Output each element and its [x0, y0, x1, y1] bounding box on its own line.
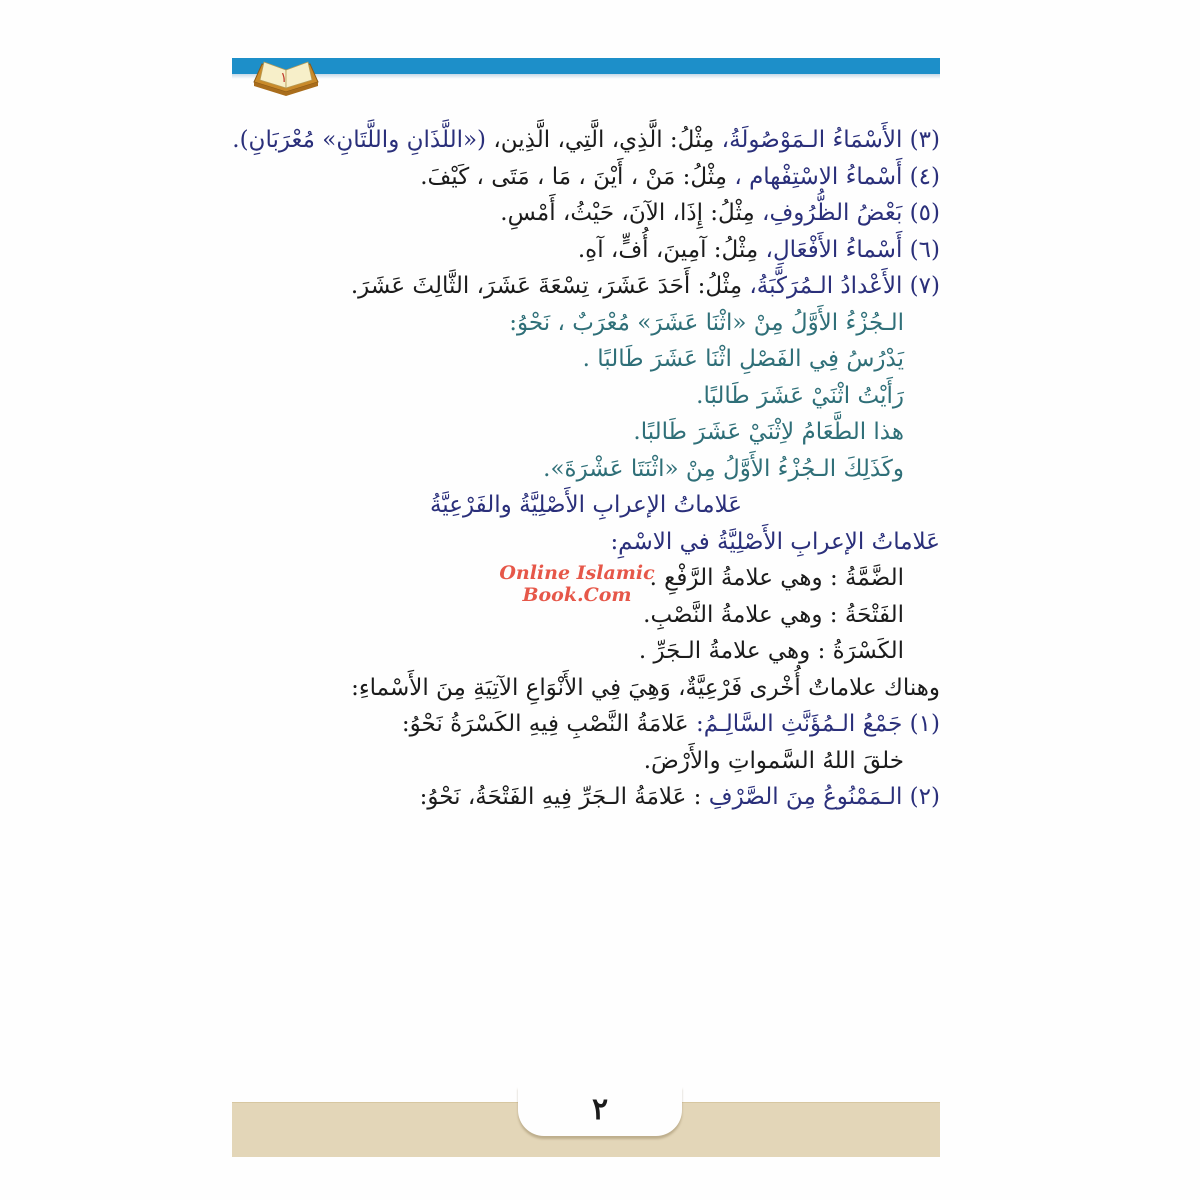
- sign-term: الضَّمَّةُ: [845, 565, 904, 591]
- item-number: (٦): [909, 236, 940, 263]
- item-term: بَعْضُ الظُّرُوفِ،: [762, 200, 903, 226]
- sign-desc: : وهي علامةُ النَّصْبِ.: [643, 601, 845, 628]
- branch-intro: وهناك علاماتٌ أُخْرى فَرْعِيَّةٌ، وَهِيَ فِي الأَنْوَاعِ الآتِيَةِ مِنَ الأَسْماءِ:: [351, 674, 940, 701]
- item-note: («اللَّذَانِ واللَّتَانِ» مُعْرَبَانِ).: [232, 127, 487, 153]
- item-text: مِثْلُ: الَّذِي، الَّتِي، الَّذِين،: [486, 127, 722, 153]
- book-badge-number: ١: [280, 70, 288, 86]
- item-text: مِثْلُ: إِذَا، الآنَ، حَيْثُ، أَمْسِ.: [500, 200, 763, 226]
- sign-desc: : وهي علامةُ الـجَرِّ .: [638, 638, 833, 664]
- item-term: جَمْعُ الـمُؤَنَّثِ السَّالِـمُ:: [695, 711, 903, 737]
- branch-item-sound-feminine-plural: [232, 706, 940, 743]
- example-line: هذا الطَّعَامُ لاِثْنَيْ عَشَرَ طَالبًا.: [633, 419, 904, 445]
- item-term: أَسْماءُ الأَفْعَالِ،: [765, 236, 903, 263]
- header-bar-shadow: [232, 74, 940, 79]
- sign-desc: : وهي علامةُ الرَّفْعِ .: [649, 565, 846, 591]
- example-line: يَدْرُسُ فِي الفَصْلِ اثْنَا عَشَرَ طَالبًا .: [582, 346, 904, 372]
- item-term: أَسْماءُ الاسْتِفْهام ،: [734, 163, 903, 190]
- item-term: الـمَمْنُوعُ مِنَ الصَّرْفِ: [708, 784, 903, 810]
- line-verbal-nouns: [232, 232, 940, 269]
- sign-kasra: [232, 633, 940, 670]
- watermark-line: Book.Com: [522, 584, 632, 606]
- item-term: الأَعْدادُ الـمُرَكَّبَةُ،: [749, 273, 903, 299]
- item-text: مِثْلُ: أَحَدَ عَشَرَ، تِسْعَةَ عَشَرَ، الثَّالِثَ عَشَرَ.: [350, 273, 750, 299]
- open-book-icon: [250, 52, 322, 104]
- example-line: رَأَيْتُ اثْنَيْ عَشَرَ طَالبًا.: [696, 382, 904, 409]
- branch-example: خلقَ اللهُ السَّمواتِ والأَرْضَ.: [643, 747, 904, 774]
- line-relative-nouns: [232, 122, 940, 159]
- item-number: (٢): [909, 784, 940, 810]
- line-interrogative-nouns: [232, 159, 940, 196]
- item-text: عَلامَةُ النَّصْبِ فِيهِ الكَسْرَةُ نَحْوُ:: [401, 711, 696, 737]
- sign-term: الفَتْحَةُ: [844, 601, 904, 628]
- item-number: (٣): [909, 127, 940, 153]
- item-text: مِثْلُ: آمِينَ، أُفٍّ، آهِ.: [577, 236, 766, 263]
- item-number: (٧): [909, 273, 940, 299]
- item-number: (١): [909, 711, 940, 737]
- example-line: وكَذَلِكَ الـجُزْءُ الأَوَّلُ مِنْ «اثْنَتَا عَشْرَةَ».: [543, 455, 904, 482]
- example-intro: الـجُزْءُ الأَوَّلُ مِنْ «اثْنَا عَشَرَ» مُعْرَبٌ ، نَحْوُ:: [509, 309, 904, 336]
- page-content: [232, 122, 940, 816]
- page-number: ٢: [591, 1092, 609, 1127]
- item-number: (٥): [909, 200, 940, 226]
- watermark: [492, 562, 662, 606]
- item-text: مِثْلُ: مَنْ ، أَيْنَ ، مَا ، مَتَى ، كَيْفَ.: [420, 163, 735, 190]
- line-compound-numbers: [232, 268, 940, 305]
- header-bar: [232, 58, 940, 74]
- item-text: : عَلامَةُ الـجَرِّ فِيهِ الفَتْحَةُ، نَحْوُ:: [419, 784, 709, 810]
- branch-item-diptote: [232, 779, 940, 816]
- subsection-heading: عَلاماتُ الإعرابِ الأَصْلِيَّةُ في الاسْمِ:: [610, 528, 940, 555]
- item-number: (٤): [909, 163, 940, 190]
- section-heading: عَلاماتُ الإعرابِ الأَصْلِيَّةُ والفَرْعِيَّةُ: [429, 492, 743, 518]
- watermark-line: Online Islamic: [499, 562, 655, 584]
- item-term: الأَسْمَاءُ الـمَوْصُولَةُ،: [721, 127, 903, 153]
- sign-term: الكَسْرَةُ: [832, 638, 904, 664]
- line-adverbs: [232, 195, 940, 232]
